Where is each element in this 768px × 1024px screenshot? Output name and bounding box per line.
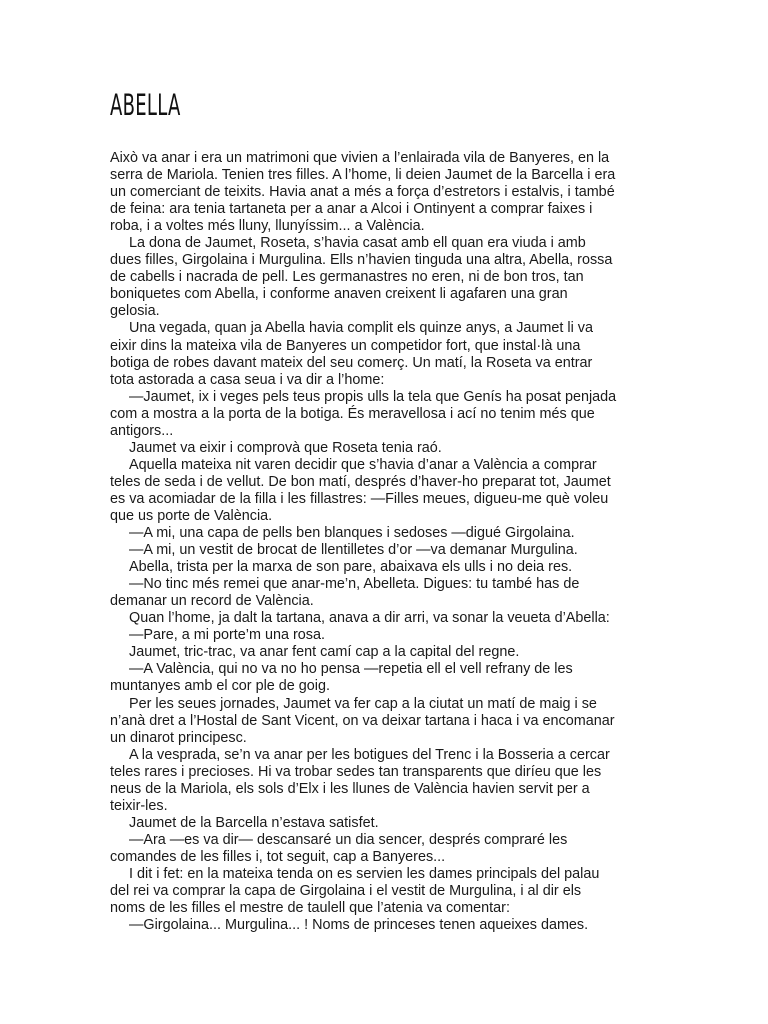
- text-line: boniquetes com Abella, i conforme anaven creixent li agafaren una gran: [110, 286, 568, 303]
- text-line: teles rares i precioses. Hi va trobar sedes tan transparents que diríeu que les: [110, 763, 602, 780]
- text-line: que us porte de València.: [110, 507, 273, 524]
- text-line: com a mostra a la porta de la botiga. És meravellosa i ací no tenim més que: [110, 405, 595, 422]
- text-line: neus de la Mariola, els sols d’Elx i les llunes de València havien servit per a: [110, 780, 590, 797]
- text-line: —A València, qui no va no ho pensa —repetia ell el vell refrany de les: [129, 661, 573, 678]
- text-line: Jaumet de la Barcella n’estava satisfet.: [129, 814, 379, 831]
- text-line: eixir dins la mateixa vila de Banyeres un competidor fort, que instal·là una: [110, 337, 581, 354]
- text-line: gelosia.: [110, 303, 160, 320]
- text-line: teles de seda i de vellut. De bon matí, després d’haver-ho preparat tot, Jaumet: [110, 473, 611, 490]
- text-line: Jaumet va eixir i comprovà que Roseta tenia raó.: [129, 439, 442, 456]
- text-line: Per les seues jornades, Jaumet va fer cap a la ciutat un matí de maig i se: [129, 695, 597, 712]
- text-line: teixir-les.: [110, 797, 168, 814]
- text-line: un dinarot principesc.: [110, 729, 247, 746]
- text-line: Això va anar i era un matrimoni que vivien a l’enlairada vila de Banyeres, en la: [110, 150, 610, 166]
- text-line: del rei va comprar la capa de Girgolaina i el vestit de Murgulina, i al dir els: [110, 883, 582, 900]
- text-line: un comerciant de teixits. Havia anat a més a força d’estretors i estalvis, i també: [110, 184, 615, 201]
- text-line: La dona de Jaumet, Roseta, s’havia casat amb ell quan era viuda i amb: [129, 235, 586, 252]
- text-line: serra de Mariola. Tenien tres filles. A l’home, li deien Jaumet de la Barcella i era: [110, 167, 616, 184]
- text-line: comandes de les filles i, tot seguit, cap a Banyeres...: [110, 848, 446, 865]
- text-line: —Pare, a mi porte’m una rosa.: [129, 627, 325, 644]
- text-line: roba, i a voltes més lluny, llunyíssim... a València.: [110, 218, 425, 235]
- text-line: Jaumet, tric-trac, va anar fent camí cap a la capital del regne.: [129, 644, 520, 661]
- text-line: antigors...: [110, 422, 174, 439]
- text-line: es va acomiadar de la filla i les fillastres: —Filles meues, digueu-me què voleu: [110, 490, 609, 507]
- text-line: —Jaumet, ix i veges pels teus propis ulls la tela que Genís ha posat penjada: [129, 388, 617, 405]
- text-line: —Ara —es va dir— descansaré un dia sencer, després compraré les: [129, 831, 568, 848]
- text-line: de feina: ara tenia tartaneta per a anar a Alcoi i Ontinyent a comprar faixes i: [110, 201, 593, 218]
- text-line: Una vegada, quan ja Abella havia complit els quinze anys, a Jaumet li va: [129, 320, 593, 337]
- text-line: —A mi, un vestit de brocat de llentilletes d’or —va demanar Murgulina.: [129, 542, 578, 559]
- text-line: Quan l’home, ja dalt la tartana, anava a dir arri, va sonar la veueta d’Abella:: [129, 610, 610, 627]
- text-line: demanar un record de València.: [110, 593, 314, 610]
- text-line: I dit i fet: en la mateixa tenda on es servien les dames principals del palau: [129, 865, 600, 882]
- text-line: muntanyes amb el cor ple de goig.: [110, 678, 330, 695]
- text-line: botiga de robes davant mateix del seu comerç. Un matí, la Roseta va entrar: [110, 354, 593, 371]
- text-line: tota astorada a casa seua i va dir a l’home:: [110, 371, 385, 388]
- text-line: —A mi, una capa de pells ben blanques i sedoses —digué Girgolaina.: [129, 525, 575, 542]
- text-line: de cabells i nacrada de pell. Les germanastres no eren, ni de bon tros, tan: [110, 269, 584, 286]
- text-line: n’anà dret a l’Hostal de Sant Vicent, on va deixar tartana i haca i va encomanar: [110, 712, 615, 729]
- story-title: ABELLA: [110, 88, 181, 122]
- text-line: Aquella mateixa nit varen decidir que s’havia d’anar a València a comprar: [129, 456, 597, 473]
- text-line: Abella, trista per la marxa de son pare, abaixava els ulls i no deia res.: [129, 559, 573, 576]
- text-line: —No tinc més remei que anar-me’n, Abelleta. Digues: tu també has de: [129, 576, 580, 593]
- story-body: [110, 150, 670, 934]
- text-line: noms de les filles el mestre de taulell que l’atenia va comentar:: [110, 900, 510, 917]
- text-line: —Girgolaina... Murgulina... ! Noms de princeses tenen aqueixes dames.: [129, 917, 589, 934]
- text-line: A la vesprada, se’n va anar per les botigues del Trenc i la Bosseria a cercar: [129, 746, 610, 763]
- text-line: dues filles, Girgolaina i Murgulina. Ells n’havien tinguda una altra, Abella, rossa: [110, 252, 613, 269]
